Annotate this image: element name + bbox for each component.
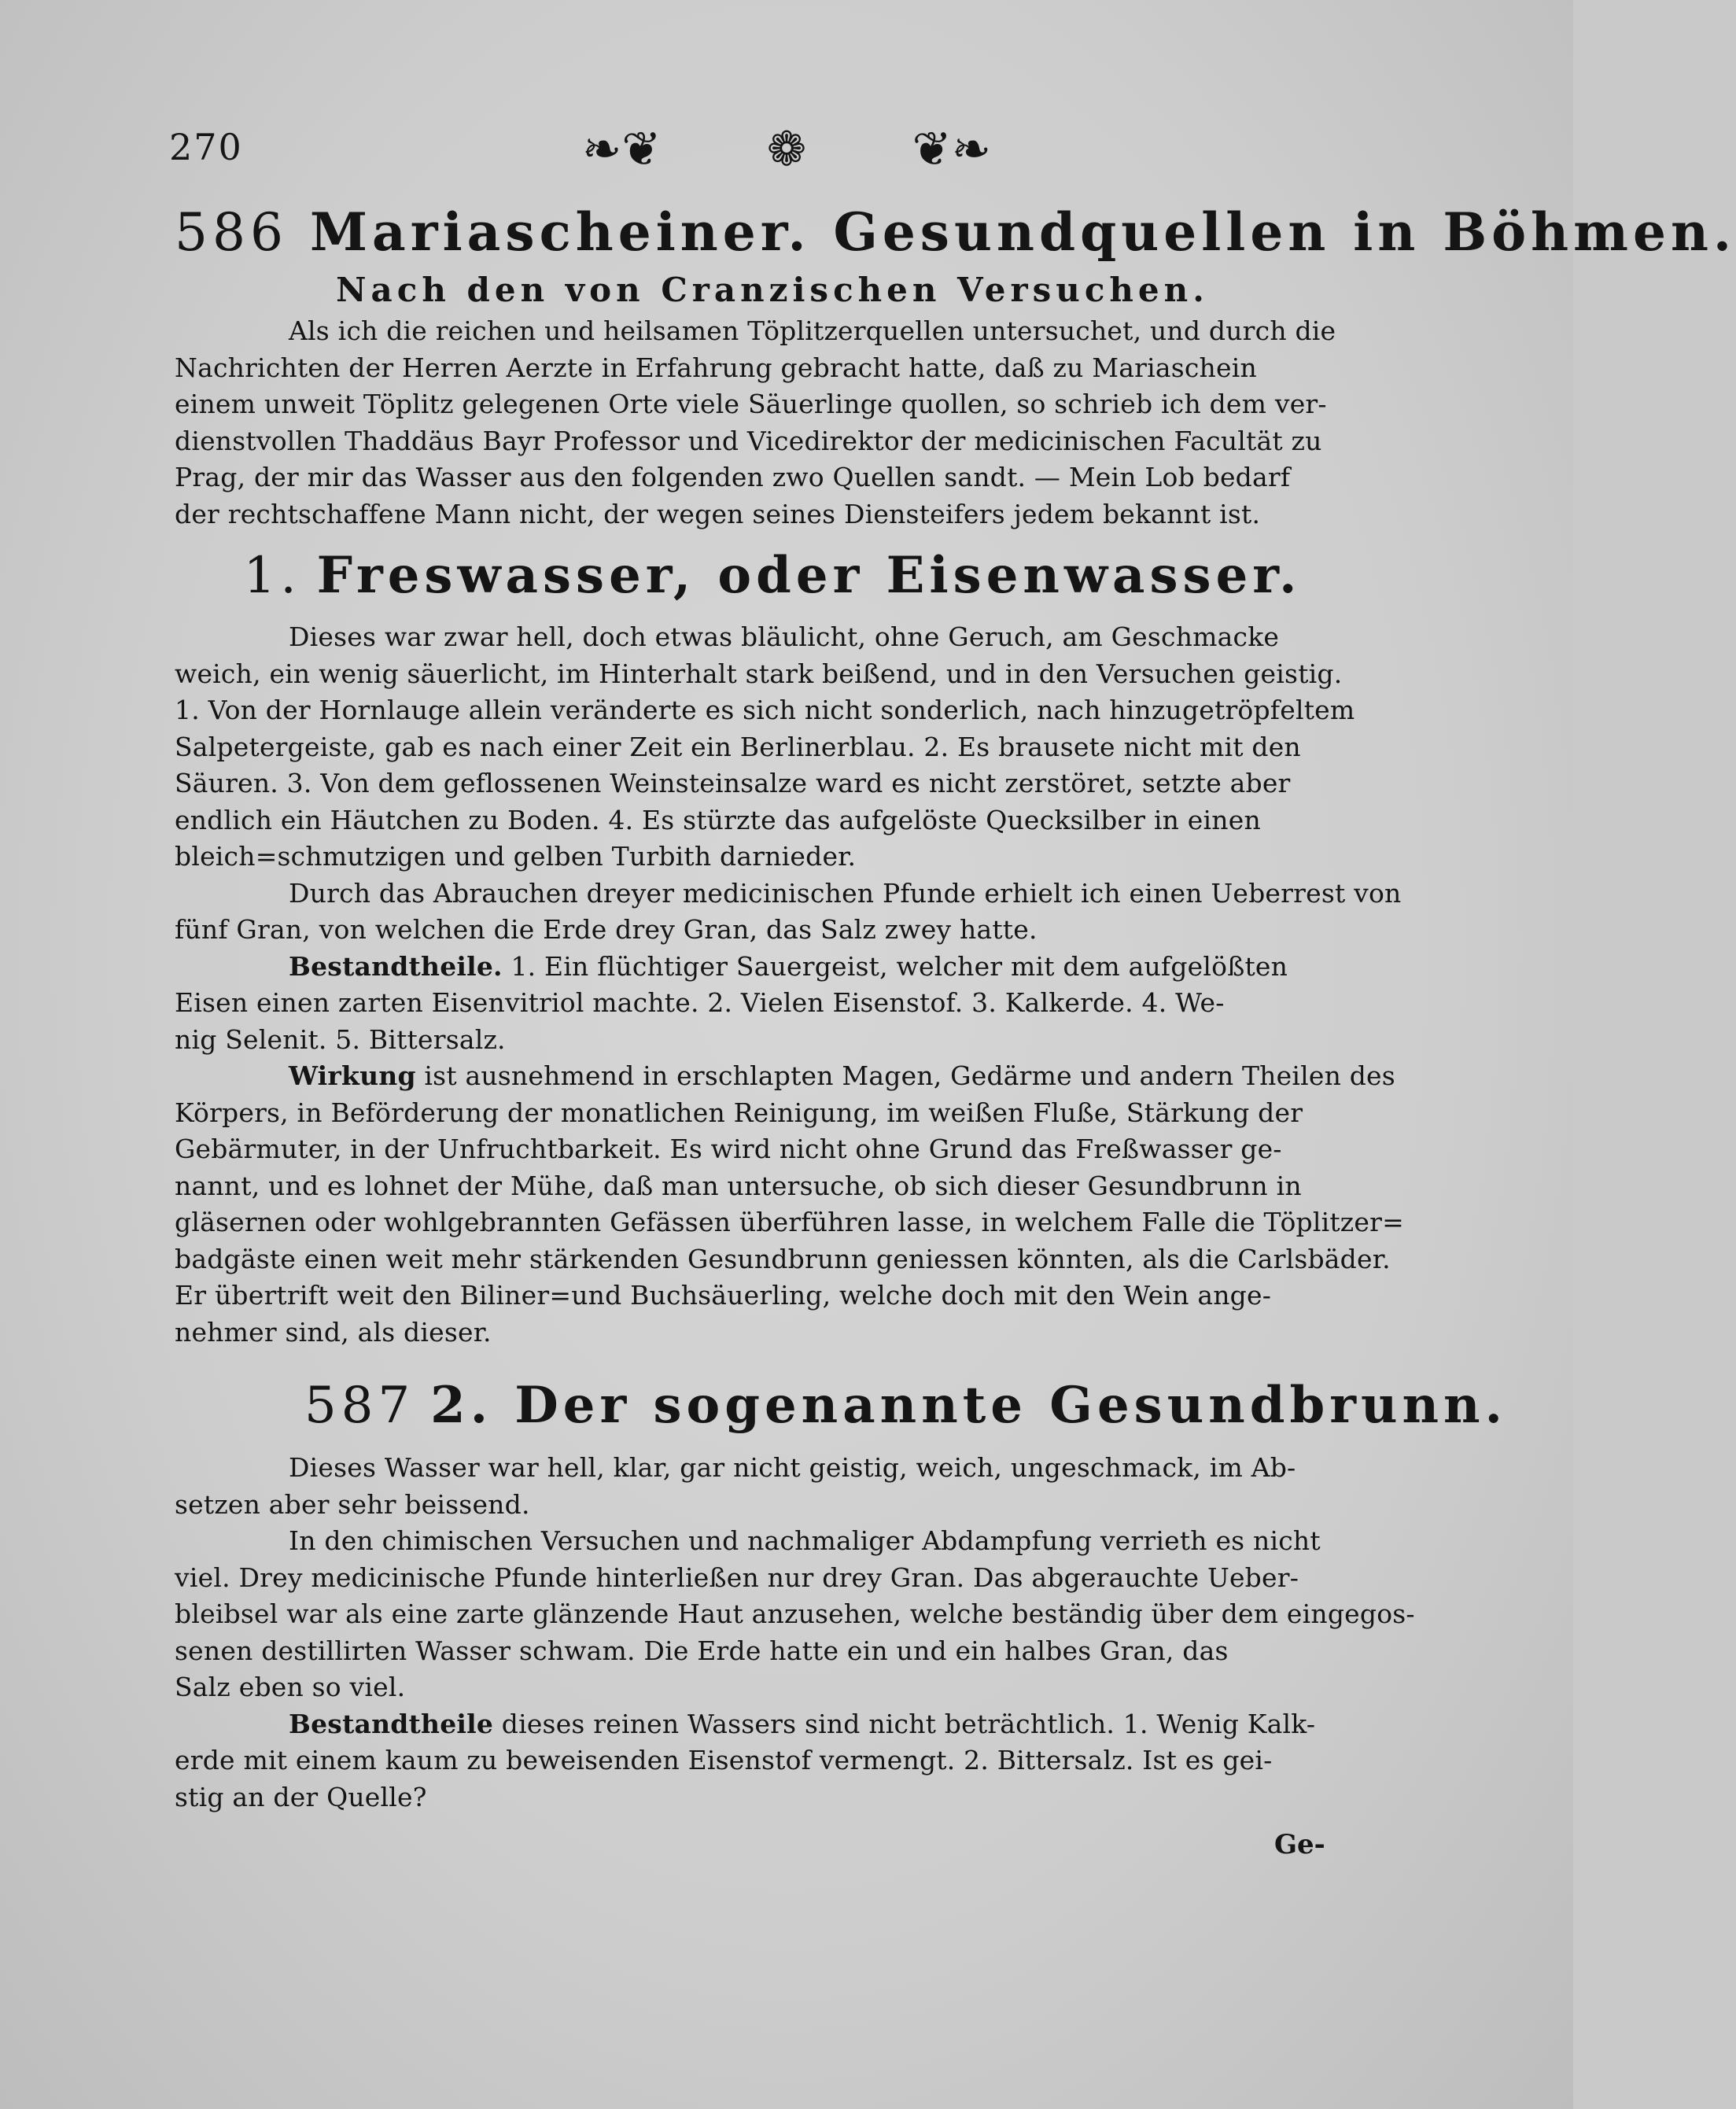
text-line <box>175 949 1370 986</box>
section-1-paragraph-3 <box>175 949 1370 1059</box>
ornament-left-icon: ❧❦ <box>582 122 662 177</box>
bestandtheile-label: Bestandtheile <box>289 1708 494 1739</box>
header-ornament <box>582 118 991 181</box>
text-line: dienstvollen Thaddäus Bayr Professor und Vicedirektor der medicinischen Facultät zu <box>175 425 1322 456</box>
text-line: Körpers, in Beförderung der monatlichen Reinigung, im weißen Fluße, Stärkung der <box>175 1097 1303 1128</box>
text-line: badgäste einen weit mehr stärkenden Gesundbrunn geniessen könnten, als die Carlsbäder. <box>175 1243 1391 1274</box>
text-line: bleibsel war als eine zarte glänzende Haut anzusehen, welche beständig über dem eingegos- <box>175 1598 1415 1629</box>
text-line: Eisen einen zarten Eisenvitriol machte. 2. Vielen Eisenstof. 3. Kalkerde. 4. We- <box>175 987 1225 1018</box>
bestandtheile-label: Bestandtheile. <box>289 950 503 982</box>
text-line: Er übertrift weit den Biliner=und Buchsäuerling, welche doch mit den Wein ange- <box>175 1280 1272 1311</box>
text-line: erde mit einem kaum zu beweisenden Eisenstof vermengt. 2. Bittersalz. Ist es gei- <box>175 1745 1273 1775</box>
section-1-title: Freswasser, oder Eisenwasser. <box>316 546 1302 605</box>
section-2-heading <box>175 1362 1507 1450</box>
spacer <box>175 1351 1370 1362</box>
text-line: viel. Drey medicinische Pfunde hinterließen nur drey Gran. Das abgerauchte Ueber- <box>175 1561 1299 1593</box>
section-1-number: 1. <box>243 547 301 605</box>
text-line: der rechtschaffene Mann nicht, der wegen seines Diensteifers jedem bekannt ist. <box>175 498 1261 529</box>
ornament-right-icon: ❦❧ <box>912 122 991 177</box>
page-number: 270 <box>169 126 243 168</box>
text-line: nannt, und es lohnet der Mühe, daß man untersuche, ob sich dieser Gesundbrunn in <box>175 1170 1302 1201</box>
text-line: stig an der Quelle? <box>175 1781 427 1812</box>
section-1-paragraph-1 <box>175 619 1370 876</box>
section-2-paragraph-2 <box>175 1523 1415 1706</box>
text-line: bleich=schmutzigen und gelben Turbith darnieder. <box>175 841 857 872</box>
text-line: nehmer sind, als dieser. <box>175 1316 492 1348</box>
ornament-center-icon: ❁ <box>766 122 807 177</box>
chapter-heading <box>175 197 1736 267</box>
chapter-number: 586 <box>175 202 288 263</box>
chapter-subtitle: Nach den von Cranzischen Versuchen. <box>336 271 1209 309</box>
section-1-paragraph-2 <box>175 876 1402 949</box>
text-line: 1. Von der Hornlauge allein veränderte es sich nicht sonderlich, nach hinzugetröpfeltem <box>175 695 1355 725</box>
text-line: Salpetergeiste, gab es nach einer Zeit ein Berlinerblau. 2. Es brausete nicht mit den <box>175 731 1301 762</box>
text-line: fünf Gran, von welchen die Erde drey Gran, das Salz zwey hatte. <box>175 914 1038 945</box>
text-line <box>175 1706 1370 1743</box>
text-line: senen destillirten Wasser schwam. Die Erde hatte ein und ein halbes Gran, das <box>175 1635 1229 1666</box>
text-line-rest: 1. Ein flüchtiger Sauergeist, welcher mit dem aufgelößten <box>502 950 1288 982</box>
section-1-paragraph-4 <box>175 1058 1404 1351</box>
text-line: Als ich die reichen und heilsamen Töplitzerquellen untersuchet, und durch die <box>289 315 1336 346</box>
text-line: weich, ein wenig säuerlicht, im Hinterhalt stark beißend, und in den Versuchen geistig. <box>175 658 1343 689</box>
text-line: setzen aber sehr beissend. <box>175 1488 530 1520</box>
section-2-paragraph-3 <box>175 1706 1370 1816</box>
text-line: Säuren. 3. Von dem geflossenen Weinsteinsalze ward es nicht zerstöret, setzte aber <box>175 768 1291 798</box>
text-line: endlich ein Häutchen zu Boden. 4. Es stürzte das aufgelöste Quecksilber in einen <box>175 804 1261 835</box>
intro-paragraph <box>175 313 1370 533</box>
text-line: Gebärmuter, in der Unfruchtbarkeit. Es wird nicht ohne Grund das Freßwasser ge- <box>175 1134 1282 1164</box>
chapter-title: Mariascheiner. Gesundquellen in Böhmen. <box>309 201 1736 263</box>
text-line: Prag, der mir das Wasser aus den folgenden zwo Quellen sandt. — Mein Lob bedarf <box>175 462 1291 492</box>
text-line-rest: dieses reinen Wassers sind nicht beträchtlich. 1. Wenig Kalk- <box>493 1708 1316 1739</box>
page-content <box>175 197 1736 1816</box>
text-line: nig Selenit. 5. Bittersalz. <box>175 1023 506 1055</box>
text-line: Dieses Wasser war hell, klar, gar nicht geistig, weich, ungeschmack, im Ab- <box>289 1452 1296 1483</box>
text-line: einem unweit Töplitz gelegenen Orte viele Säuerlinge quollen, so schrieb ich dem ver- <box>175 389 1327 419</box>
text-line: In den chimischen Versuchen und nachmaliger Abdampfung verrieth es nicht <box>289 1525 1321 1556</box>
section-1-heading <box>175 533 1370 619</box>
section-2-number: 587 <box>304 1377 415 1435</box>
text-line-rest: ist ausnehmend in erschlapten Magen, Gedärme und andern Theilen des <box>415 1060 1395 1091</box>
section-2-title: 2. Der sogenannte Gesundbrunn. <box>430 1376 1507 1435</box>
catchword: Ge- <box>1274 1829 1325 1860</box>
text-line: Salz eben so viel. <box>175 1672 406 1702</box>
wirkung-label: Wirkung <box>289 1060 416 1091</box>
section-2-paragraph-1 <box>175 1450 1370 1523</box>
text-line <box>175 1058 1395 1095</box>
text-line: Durch das Abrauchen dreyer medicinischen Pfunde erhielt ich einen Ueberrest von <box>289 877 1402 909</box>
text-line: Dieses war zwar hell, doch etwas bläulicht, ohne Geruch, am Geschmacke <box>289 621 1280 652</box>
text-line: Nachrichten der Herren Aerzte in Erfahrung gebracht hatte, daß zu Mariaschein <box>175 352 1257 383</box>
text-line: gläsernen oder wohlgebrannten Gefässen überführen lasse, in welchem Falle die Töplitzer= <box>175 1207 1404 1237</box>
